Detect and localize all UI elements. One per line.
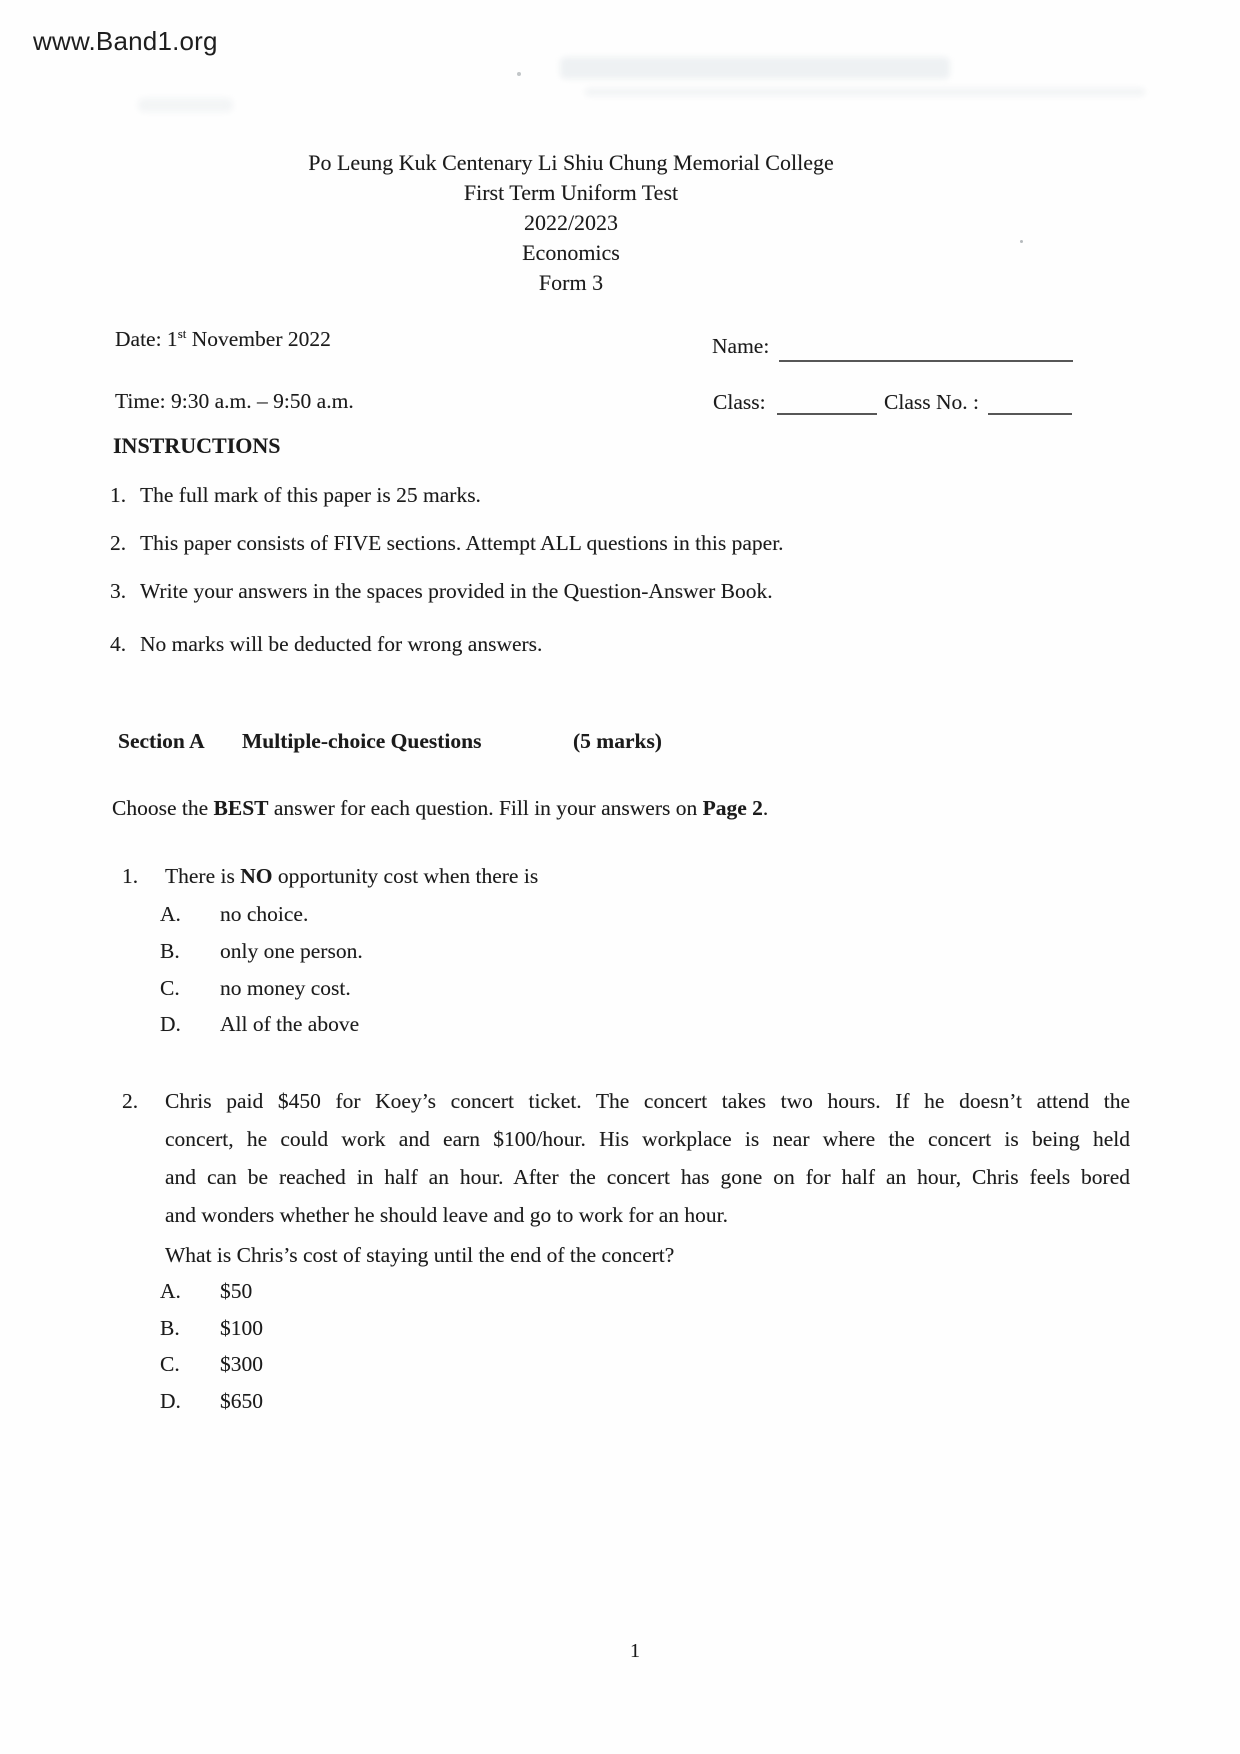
instruction-item-3 — [110, 579, 773, 604]
section-a-marks: (5 marks) — [573, 729, 662, 753]
instruction-text: The full mark of this paper is 25 marks. — [140, 483, 481, 507]
option-text: only one person. — [220, 939, 363, 963]
intro-text: . — [762, 796, 769, 820]
page-number: 1 — [630, 1640, 640, 1662]
instruction-number: 3. — [110, 579, 127, 603]
stem-bold-no: NO — [240, 864, 273, 888]
scan-artifact-bar — [585, 88, 1145, 96]
question-2-prompt: What is Chris’s cost of staying until the end of the concert? — [165, 1243, 675, 1267]
question-2-paragraph — [165, 1082, 1130, 1234]
option-text: All of the above — [220, 1012, 360, 1036]
intro-bold-page: Page 2 — [702, 796, 763, 820]
instructions-heading: INSTRUCTIONS — [113, 433, 281, 458]
exam-year: 2022/2023 — [523, 210, 619, 235]
instruction-text: This paper consists of FIVE sections. Attempt ALL questions in this paper. — [140, 531, 784, 555]
option-letter: C. — [160, 976, 180, 1000]
stem-text: There is — [165, 864, 241, 888]
question-1-option-b — [160, 939, 363, 964]
question-2-line: and can be reached in half an hour. After the concert has gone on for half an hour, Chris feels bored — [165, 1165, 1130, 1189]
option-letter: B. — [160, 1316, 180, 1340]
option-text: $100 — [220, 1316, 263, 1340]
exam-form: Form 3 — [538, 270, 604, 295]
exam-title-block — [0, 148, 1142, 298]
instruction-number: 1. — [110, 483, 127, 507]
date-ordinal: st — [177, 325, 187, 341]
intro-text: Choose the — [112, 796, 214, 820]
option-letter: D. — [160, 1389, 181, 1413]
name-label: Name: — [712, 334, 770, 358]
exam-subject: Economics — [522, 240, 620, 265]
section-a-title: Multiple-choice Questions — [242, 729, 482, 753]
exam-name: First Term Uniform Test — [463, 180, 679, 205]
intro-bold-best: BEST — [213, 796, 269, 820]
scan-artifact-bar — [560, 57, 950, 79]
instruction-item-2 — [110, 531, 784, 556]
option-text: $300 — [220, 1352, 263, 1376]
name-fill-line — [779, 360, 1073, 362]
date-line — [115, 327, 331, 352]
class-no-fill-line — [988, 413, 1072, 415]
section-a-label: Section A — [118, 729, 205, 753]
question-2-option-d — [160, 1389, 263, 1414]
instruction-text: No marks will be deducted for wrong answers. — [140, 632, 543, 656]
option-text: no money cost. — [220, 976, 351, 1000]
instruction-number: 4. — [110, 632, 127, 656]
option-letter: D. — [160, 1012, 181, 1036]
question-2-line: Chris paid $450 for Koey’s concert ticket. The concert takes two hours. If he doesn’t attend the — [165, 1089, 1130, 1113]
class-label: Class: — [713, 390, 766, 414]
option-letter: C. — [160, 1352, 180, 1376]
scan-artifact-bar — [138, 98, 233, 112]
question-1-number: 1. — [122, 864, 139, 888]
question-1-stem — [165, 864, 538, 889]
section-a-intro — [112, 796, 768, 821]
intro-text: answer for each question. Fill in your answers on — [268, 796, 703, 820]
option-letter: A. — [160, 902, 181, 926]
time-line: Time: 9:30 a.m. – 9:50 a.m. — [115, 389, 354, 413]
question-2-option-a — [160, 1279, 252, 1304]
question-2-option-b — [160, 1316, 263, 1341]
school-name: Po Leung Kuk Centenary Li Shiu Chung Memorial College — [308, 150, 834, 175]
option-text: $650 — [220, 1389, 263, 1413]
instruction-number: 2. — [110, 531, 127, 555]
option-letter: B. — [160, 939, 180, 963]
question-1-option-d — [160, 1012, 359, 1037]
question-2-line: concert, he could work and earn $100/hour. His workplace is near where the concert is being held — [165, 1127, 1130, 1151]
option-text: $50 — [220, 1279, 253, 1303]
question-1-option-a — [160, 902, 308, 927]
question-2-option-c — [160, 1352, 263, 1377]
question-2-number: 2. — [122, 1089, 139, 1113]
instruction-text: Write your answers in the spaces provided in the Question-Answer Book. — [140, 579, 773, 603]
instruction-item-4 — [110, 632, 542, 657]
date-text: Date: 1 — [115, 327, 178, 351]
scan-artifact-dot — [517, 72, 521, 76]
option-letter: A. — [160, 1279, 181, 1303]
stem-text: opportunity cost when there is — [272, 864, 539, 888]
class-no-label: Class No. : — [884, 390, 979, 414]
watermark-band1: www.Band1.org — [33, 26, 218, 56]
class-fill-line — [777, 413, 877, 415]
question-1-option-c — [160, 976, 351, 1001]
question-2-line: and wonders whether he should leave and go to work for an hour. — [165, 1203, 729, 1227]
date-rest: November 2022 — [186, 327, 331, 351]
option-text: no choice. — [220, 902, 309, 926]
instruction-item-1 — [110, 483, 481, 508]
